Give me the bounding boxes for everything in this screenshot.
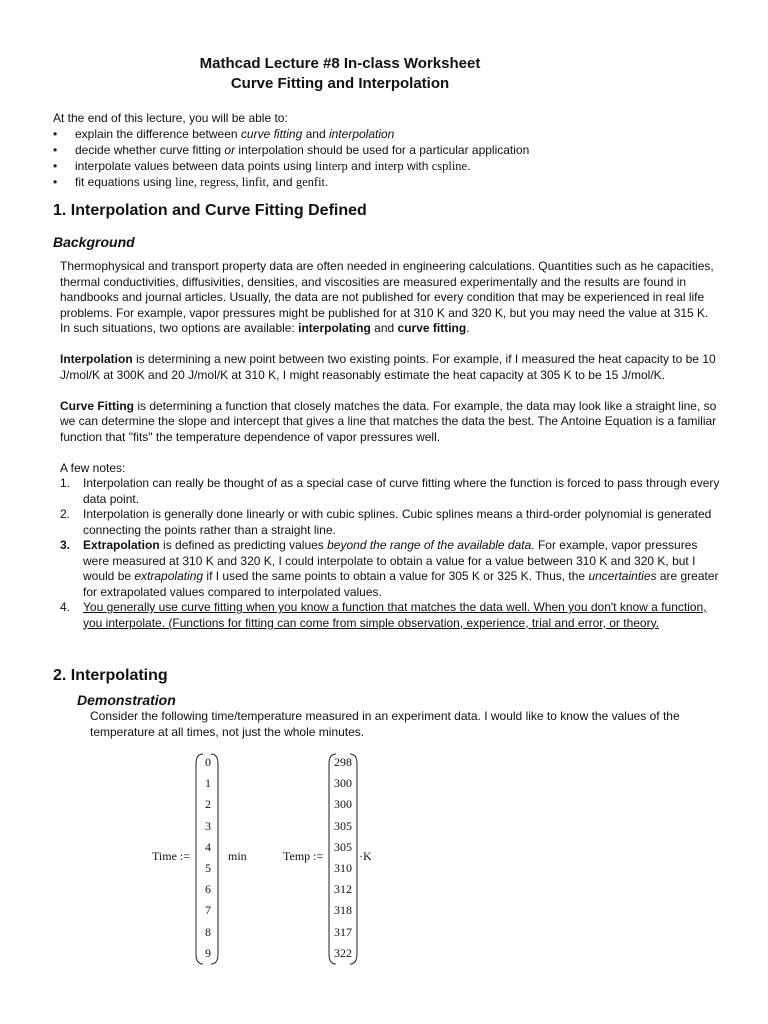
interpolation-definition: Interpolation is determining a new point between two existing points. For example, if I measured the heat capacity to be 10 J/mol/K at 300K and 20 J/mol/K at 310 K, I might reasonably estimate the heat capacity at 305 K to be 15 J/mol/K. — [60, 352, 716, 382]
demonstration-text: Consider the following time/temperature measured in an experiment data. I would like to know the values of the temperature at all times, not just the whole minutes. — [90, 709, 680, 739]
temp-value: 312 — [334, 882, 352, 897]
temp-value: 322 — [334, 945, 352, 960]
time-value: 4 — [205, 839, 211, 854]
time-value: 5 — [205, 860, 211, 875]
note-item: 4. You generally use curve fitting when you know a function that matches the data well. When you don't know a function, you interpolate. (Functions for fitting can come from simple observation, experience, trial and error, or theory. — [60, 600, 707, 630]
time-value: 3 — [205, 818, 211, 833]
time-value: 6 — [205, 882, 211, 897]
note-item: 2. Interpolation is generally done linearly or with cubic splines. Cubic splines means a third-order polynomial is generated connecting the points rather than a straight line. — [60, 507, 712, 537]
right-bracket — [347, 752, 359, 966]
time-vector — [150, 752, 270, 966]
objective-item: • interpolate values between data points using linterp and interp with cspline. — [53, 158, 713, 174]
temp-value: 318 — [334, 903, 352, 918]
time-unit: min — [228, 849, 247, 863]
time-value: 8 — [205, 924, 211, 939]
temp-value: 305 — [334, 818, 352, 833]
time-value: 2 — [205, 797, 211, 812]
objective-item: • decide whether curve fitting or interpolation should be used for a particular application — [53, 142, 713, 158]
objectives-lead: At the end of this lecture, you will be able to: — [53, 111, 288, 125]
page-title-line-2: Curve Fitting and Interpolation — [230, 75, 450, 92]
note-item: 3. Extrapolation is defined as predicting values beyond the range of the available data. For example, vapor pressures were measured at 310 K and 320 K, I could interpolate to obtain a value for a value between 310 K and 320 K, but I would be extrapolating if I used the same points to obtain a value for 305 K or 325 K. Thus, the uncertainties are greater for extrapolated values compared to interpolated values. — [60, 538, 719, 599]
learning-objectives — [53, 110, 713, 190]
temp-label: Temp := — [283, 849, 324, 863]
temp-value: 300 — [334, 797, 352, 812]
notes-list — [60, 476, 720, 631]
temp-value: 310 — [334, 860, 352, 875]
note-item: 1. Interpolation can really be thought of as a special case of curve fitting where the function is forced to pass through every data point. — [60, 476, 720, 506]
section-1-heading: 1. Interpolation and Curve Fitting Defined — [53, 202, 367, 219]
notes-lead: A few notes: — [60, 460, 126, 475]
temp-vector — [283, 752, 403, 966]
time-value: 0 — [205, 755, 211, 769]
background-paragraph: Thermophysical and transport property data are often needed in engineering calculations. Quantities such as he capacities, thermal conductivities, diffusivities, densities, and viscosities are measured experimentally and the results are found in handbooks and journal articles. Usually, the data are not published for every condition that may be experienced in real life problems. For example, vapor pressures might be published for at 310 K and 320 K, but you may need the value at 315 K. In such situations, two options are available: interpolating and curve fitting. — [60, 259, 714, 335]
right-bracket — [208, 752, 220, 966]
background-subheading: Background — [53, 234, 135, 250]
curve-fitting-definition: Curve Fitting is determining a function that closely matches the data. For example, the data may look like a straight line, so we can determine the slope and intercept that gives a line that matches the data the best. The Antoine Equation is a familiar function that "fits" the temperature dependence of vapor pressures well. — [60, 398, 717, 444]
demonstration-subheading: Demonstration — [77, 692, 176, 708]
page-title-line-1: Mathcad Lecture #8 In-class Worksheet — [199, 55, 481, 72]
temp-value: 317 — [334, 924, 352, 939]
objective-item: • explain the difference between curve fitting and interpolation — [53, 126, 713, 142]
temp-value: 298 — [334, 755, 352, 769]
temp-value: 300 — [334, 776, 352, 791]
section-2-heading: 2. Interpolating — [53, 667, 168, 684]
time-value: 9 — [205, 945, 211, 960]
temp-unit: ·K — [359, 849, 372, 863]
time-label: Time := — [152, 849, 191, 863]
temp-value: 305 — [334, 839, 352, 854]
time-value: 7 — [205, 903, 211, 918]
background-text — [60, 259, 720, 631]
time-value: 1 — [205, 776, 211, 791]
objective-item: • fit equations using line, regress, linfit, and genfit. — [53, 174, 713, 190]
